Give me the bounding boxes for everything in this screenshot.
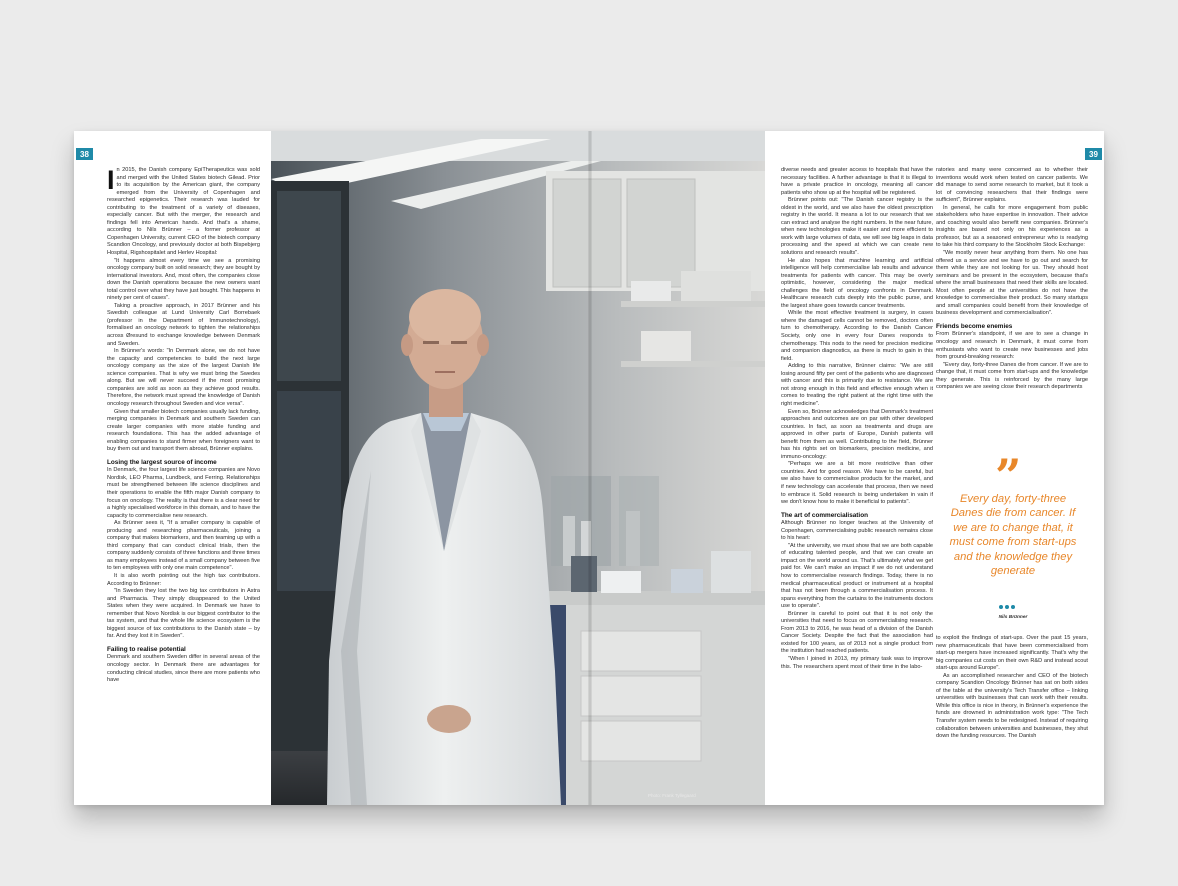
paragraph: In general, he calls for more engagement from public stakeholders who have expertise in innovation. Their advice and coaching would also benefit new companies. Brünner's insights are based not only on his experiences as a professor, but as a seasoned entrepreneur who is readying to take his third company to the Stockholm Stock Exchange: bbox=[936, 204, 1088, 249]
right-text-column-1 bbox=[781, 167, 933, 805]
magazine-spread bbox=[74, 131, 1104, 805]
paragraph: "Every day, forty-three Danes die from cancer. If we are to change that, it must come from start-ups and the knowledge they generate. This is reinforced by the many large companies we are seeing close their research departments bbox=[936, 361, 1088, 391]
paragraph: Given that smaller biotech companies usually lack funding, merging companies in Denmark and southern Sweden can create larger companies with more stable funding and research foundations. This has the added advantage of enabling companies to stand firmer when foreigners want to buy them out and transport them abroad, Brünner explains. bbox=[107, 408, 260, 453]
paragraph: From Brünner's standpoint, if we are to see a change in oncology and research in Denmark, it must come from enthusiasts who want to create new businesses and jobs from ground-breaking research: bbox=[936, 331, 1088, 361]
paragraph: As Brünner sees it, "If a smaller company is capable of producing and researching pharmaceuticals, joining a company that makes biomarkers, and then teaming up with a third company that can conduct clinical trials, then the company suddenly consists of three functions and three times as many employees instead of a small company between five to ten employees with only one main competence". bbox=[107, 520, 260, 572]
paragraph: "We mostly never hear anything from them. No one has offered us a service and we have to go out and search for them while they are not looking for us. They should host seminars and be present in the ecosystem, because that's where the small businesses that need their skills are located. Most often people at the universities do not have the knowledge to commercialise their product. So many startups and small companies could benefit from their knowledge of business development and commercialisation". bbox=[936, 250, 1088, 317]
page-number-left: 38 bbox=[76, 148, 93, 160]
paragraph: Even so, Brünner acknowledges that Denmark's treatment approaches and outcomes are on par with other developed countries. In fact, as soon as treatments and drugs are approved in other parts of Europe, Danish patients will benefit from them as well. Contributing to the field, Brünner has his rights set on biomarkers, precision medicine, and immuno-oncology: bbox=[781, 408, 933, 460]
paragraph: Taking a proactive approach, in 2017 Brünner and his Swedish colleague at Lund University Carl Borrebaek (professor in the Department of Immunotechnology), formalised an oncology network to tighten the relationships across Øresund to exchange knowledge between Denmark and Sweden. bbox=[107, 302, 260, 347]
right-text-column-2-bottom bbox=[936, 635, 1088, 805]
paragraph: Brünner is careful to point out that it is not only the universities that need to focus on commercialising research. From 2013 to 2016, he was head of a division of the Danish Cancer Society. Despite the fact that the association had existed for 100 years, as of 2013 not a single product from the institution had reached patients. bbox=[781, 610, 933, 655]
paragraph: diverse needs and greater access to hospitals that have the necessary facilities. A further advantage is that it is illegal to have a private practice in oncology, meaning all cancer patients who show up at the hospital will be registered. bbox=[781, 167, 933, 196]
quote-author: Nils Brünner bbox=[998, 615, 1028, 620]
paragraph: In Brünner's words: "In Denmark alone, we do not have the capacity and competencies to build the next large oncology company as the size of the largest Danish life science companies. That is why we must bring the Swedes along. But we will never succeed if the most promising companies are sold as soon as they achieve good results. Therefore, the network must spread the knowledge of Danish oncology research throughout Sweden and vice versa". bbox=[107, 348, 260, 407]
paragraph: While the most effective treatment is surgery, in cases where the damaged cells cannot be removed, doctors often turn to chemotherapy. According to the Danish Cancer Society, only one in every four Danes responds to chemotherapy. This nods to the need for precision medicine and companion diagnostics, as there is much to gain in this field. bbox=[781, 310, 933, 362]
subheading-art: The art of commercialisation bbox=[781, 511, 869, 519]
left-text-column bbox=[107, 167, 260, 805]
quote-mark-icon: ” bbox=[995, 449, 1022, 503]
portrait-photo bbox=[271, 131, 765, 805]
right-text-column-2-top bbox=[936, 167, 1088, 453]
paragraph: "When I joined in 2013, my primary task was to improve this. The researchers spent most of their time in the labo- bbox=[781, 656, 933, 670]
paragraph: He also hopes that machine learning and artificial intelligence will help commercialise lab results and advance treatments for patients with cancer. This may be overly optimistic, however, considering the major medical challenges the field of oncology confronts in Denmark. Healthcare research cuts deeply into the public purse, and the largest share goes towards cancer treatments. bbox=[781, 257, 933, 309]
lab-portrait-illustration bbox=[271, 131, 765, 805]
paragraph: Brünner points out: "The Danish cancer registry is the oldest in the world, and we also have the oldest prescription registry in the world. It means a lot to our research that we can extract and analyse the right numbers. In the near future, when new technologies make it easier and more efficient to work with large volumes of data, we will see big leaps in data processing and the speed at which we can create new solutions and research results". bbox=[781, 197, 933, 257]
paragraph: to exploit the findings of start-ups. Over the past 15 years, new pharmaceuticals that have been commercialised from start-up mergers have increased significantly. That's why the big companies cut costs on their own R&D and instead scout start-ups around Europe". bbox=[936, 635, 1088, 672]
paragraph: Although Brünner no longer teaches at the University of Copenhagen, commercialising public research remains close to his heart: bbox=[781, 520, 933, 542]
subheading-failing: Failing to realise potential bbox=[107, 645, 186, 653]
paragraph: "At the university, we must show that we are both capable of educating talented people, and that we can create an impact on the world around us. That's ultimately what we get paid for. We can't make an impact if we do not understand how to commercialise research findings. Today, there is no medical pharmaceutical product or instrument at a hospital that has not been through a commercialisation process. It spans everything from the curtains to the instruments doctors use to operate". bbox=[781, 542, 933, 610]
photo-credit: Photo: Frank Tyllegaard bbox=[648, 793, 696, 798]
subheading-friends: Friends become enemies bbox=[936, 322, 1013, 330]
paragraph: ratories and many were concerned as to whether their inventions would work when tested on cancer patients. We did manage to send some research to market, but it took a lot of convincing researchers that their findings were sufficient", Brünner explains. bbox=[936, 167, 1088, 204]
paragraph: It is also worth pointing out the high tax contributors. According to Brünner: bbox=[107, 572, 260, 587]
paragraph: "It happens almost every time we see a promising oncology company built on solid research; they are bought by international investors. And, most often, the companies close down the Danish operations because the new owners want total control over what they have just bought. This happens in ninety per cent of cases". bbox=[107, 257, 260, 302]
paragraph: In Denmark, the four largest life science companies are Novo Nordisk, LEO Pharma, Lundbeck, and Ferring. Relationships must be strengthened between life science disciplines and their operations to enable the fifth major Danish company to focus on oncology. The reality is that there is a clear need for a highly specialised workforce in this domain, and to have the capacity to commercialise new research. bbox=[107, 467, 260, 519]
intro-paragraph: In 2015, the Danish company EpiTherapeutics was sold and merged with the United States biotech Gilead. Prior to its acquisition by the American giant, the company emerged from the University of Copenhagen and researched epigenetics. Their research was lauded for contributing to the treatment of a variety of diseases, especially cancer. But with the merger, the research and findings fell into American hands. And that's a shame, according to Nils Brünner – a former professor at Copenhagen University, current CEO of the biotech company Scandion Oncology, and previously doctor at both Bispebjerg Hospital, Rigshospitalet and Herlev Hospital: bbox=[107, 167, 260, 257]
quote-dots-icon bbox=[999, 605, 1015, 609]
paragraph: As an accomplished researcher and CEO of the biotech company Scandion Oncology Brünner has sat on both sides of the table at the university's Tech Transfer office – linking universities with businesses that can work with their results. While this office is nice in theory, in Brünner's experience the funds are drowned in administration work type: "The Tech Transfer system needs to be redesigned. Instead of requiring collaboration between universities and businesses, they shut down the funding resources. The Danish bbox=[936, 672, 1088, 740]
paragraph: "In Sweden they lost the two big tax contributors in Astra and Pharmacia. They simply disappeared to the United States when they were acquired. In Denmark we have to remember that Novo Nordisk is our biggest contributor to the tax system, and that the whole life science ecosystem is the biggest source of tax contributions to the Danish state – by far. And they lost it in Sweden". bbox=[107, 588, 260, 640]
spine-gutter bbox=[588, 131, 592, 805]
page-number-right: 39 bbox=[1085, 148, 1102, 160]
paragraph: "Perhaps we are a bit more restrictive than other countries. And for good reason. We have to be careful, but we also have to commercialise products for the market, and if new technology can accelerate that process, then we need to embrace it. Solid research is being undertaken in vain if we don't know how to make it beneficial to patients". bbox=[781, 461, 933, 506]
paragraph: Adding to this narrative, Brünner claims: "We are still losing around fifty per cent of the patients who are diagnosed with cancer and this is primarily due to resistance. We are not strong enough in this field and effective enough when it comes to treating the right patient at the right time with the right medicine". bbox=[781, 363, 933, 407]
subheading-losing: Losing the largest source of income bbox=[107, 458, 217, 466]
pull-quote: Every day, forty-three Danes die from cancer. If we are to change that, it must come from start-ups and the knowledge they generate bbox=[949, 493, 1077, 578]
paragraph: Denmark and southern Sweden differ in several areas of the oncology sector. In Denmark there are advantages for conducting clinical studies, since there are more patients who have bbox=[107, 654, 260, 684]
drop-cap: I bbox=[107, 167, 115, 195]
